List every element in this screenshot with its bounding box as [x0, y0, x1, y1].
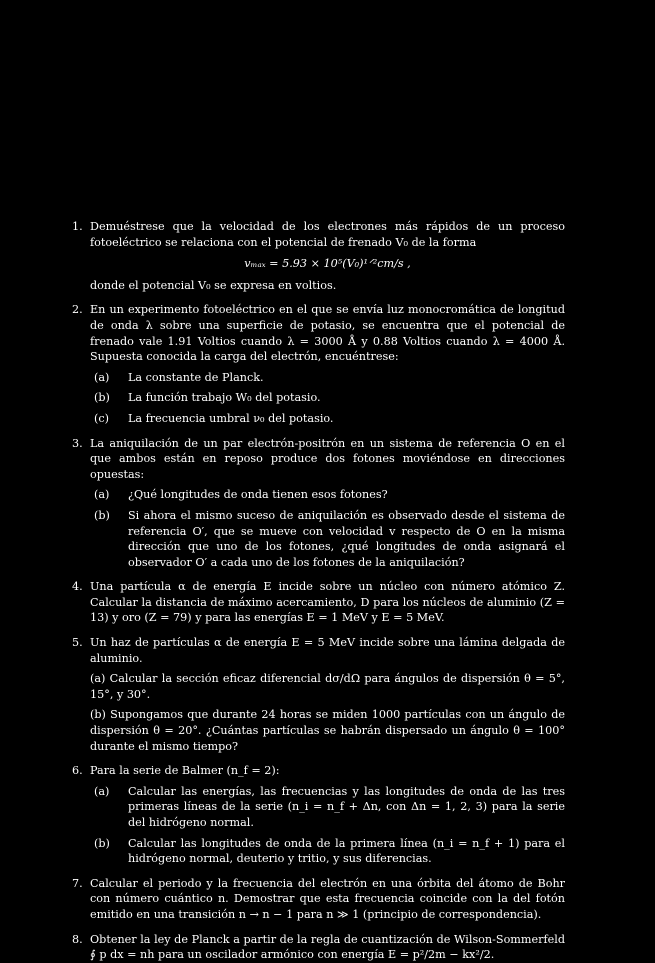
- problem-text: Calcular el periodo y la frecuencia del electrón en una órbita del átomo de Bohr con número cuántico n. Demostrar que esta frecuencia coincide con la del fotón emitido en una transición n → n − 1 para n ≫ 1 (principio de correspondencia).: [90, 876, 565, 921]
- subproblem-c: [90, 411, 565, 427]
- problem-text: La aniquilación de un par electrón-positrón en un sistema de referencia O en el que ambos están en reposo produce dos fotones moviéndose en direcciones opuestas:: [90, 436, 565, 481]
- problem-2: [62, 302, 565, 426]
- subproblem-label: (c): [94, 411, 109, 425]
- subproblem-text: La constante de Planck.: [128, 370, 264, 384]
- subproblem-a: (a) Calcular la sección eficaz diferencial dσ/dΩ para ángulos de dispersión θ = 5°, 15°, y 30°.: [90, 672, 565, 701]
- problem-5: [62, 635, 565, 754]
- problems: [62, 219, 565, 963]
- problem-text: En un experimento fotoeléctrico en el que se envía luz monocromática de longitud de onda λ sobre una superficie de potasio, se encuentra que el potencial de frenado vale 1.91 Voltios cuando λ = 3000 Å y 0.88 Voltios cuando λ = 4000 Å. Supuesta conocida la carga del electrón, encuéntrese:: [90, 303, 565, 364]
- problem-1: [62, 219, 565, 293]
- problem-text: Demuéstrese que la velocidad de los electrones más rápidos de un proceso fotoeléctrico se relaciona con el potencial de frenado V₀ de la forma: [90, 220, 565, 249]
- subproblem-label: (a): [94, 370, 110, 384]
- subproblem-text: La función trabajo W₀ del potasio.: [128, 391, 321, 405]
- problem-number: 7.: [72, 876, 83, 890]
- problem-3: [62, 436, 565, 571]
- subproblem-b: [90, 390, 565, 406]
- subproblem-b: [90, 836, 565, 867]
- equation: vₘₐₓ = 5.93 × 10⁵(V₀)¹ᐟ²cm/s ,: [244, 257, 411, 271]
- problem-text: Para la serie de Balmer (n_f = 2):: [90, 764, 280, 778]
- problem-number: 1.: [72, 220, 83, 233]
- subproblem-a: [90, 784, 565, 831]
- subproblem-a: [90, 370, 565, 386]
- problem-number: 4.: [72, 580, 83, 594]
- subproblem-text: ¿Qué longitudes de onda tienen esos fotones?: [128, 488, 388, 502]
- subproblem-text: La frecuencia umbral ν₀ del potasio.: [128, 411, 334, 425]
- problem-number: 5.: [72, 636, 83, 650]
- problem-4: [62, 579, 565, 626]
- problem-list: [62, 219, 565, 963]
- subproblem-a: [90, 487, 565, 503]
- subproblem-text: Calcular las energías, las frecuencias y las longitudes de onda de las tres primeras líneas de la serie (n_i = n_f + Δn, con Δn = 1, 2, 3) para la serie del hidrógeno normal.: [128, 784, 565, 829]
- subproblem-b: [90, 508, 565, 570]
- problem-number: 3.: [72, 436, 83, 450]
- problem-text: Obtener la ley de Planck a partir de la regla de cuantización de Wilson-Sommerfeld ∮ p dx = nh para un oscilador armónico con energía E = p²/2m − kx²/2.: [90, 932, 565, 962]
- subproblem-text: Calcular las longitudes de onda de la primera línea (n_i = n_f + 1) para el hidrógeno normal, deuterio y tritio, y sus diferencias.: [128, 836, 565, 866]
- problem-number: 8.: [72, 932, 83, 946]
- subproblem-label: (a): [94, 784, 110, 798]
- subproblem-b: (b) Supongamos que durante 24 horas se miden 1000 partículas con un ángulo de dispersión θ = 20°. ¿Cuántas partículas se habrán dispersado un ángulo θ = 100° durante el mismo tiempo?: [90, 708, 565, 753]
- problem-8: [62, 932, 565, 963]
- problem-number: 2.: [72, 303, 83, 317]
- problem-text: Un haz de partículas α de energía E = 5 MeV incide sobre una lámina delgada de aluminio.: [90, 636, 565, 665]
- subproblem-label: (b): [94, 508, 110, 522]
- problem-6: [62, 763, 565, 867]
- problem-text-after: donde el potencial V₀ se expresa en voltios.: [90, 278, 337, 292]
- problem-number: 6.: [72, 764, 83, 778]
- problem-text: Una partícula α de energía E incide sobre un núcleo con número atómico Z. Calcular la distancia de máximo acercamiento, D para los núcleos de aluminio (Z = 13) y oro (Z = 79) y para las energías E = 1 MeV y E = 5 MeV.: [90, 580, 565, 625]
- subproblem-label: (b): [94, 836, 110, 850]
- subproblem-text: Si ahora el mismo suceso de aniquilación es observado desde el sistema de referencia O′, que se mueve con velocidad v respecto de O en la misma dirección que uno de los fotones, ¿qué longitudes de onda asignará el observador O′ a cada uno de los fotones de la aniquilación?: [128, 508, 565, 569]
- problem-7: [62, 876, 565, 923]
- subproblem-label: (b): [94, 391, 110, 405]
- subproblem-label: (a): [94, 488, 110, 502]
